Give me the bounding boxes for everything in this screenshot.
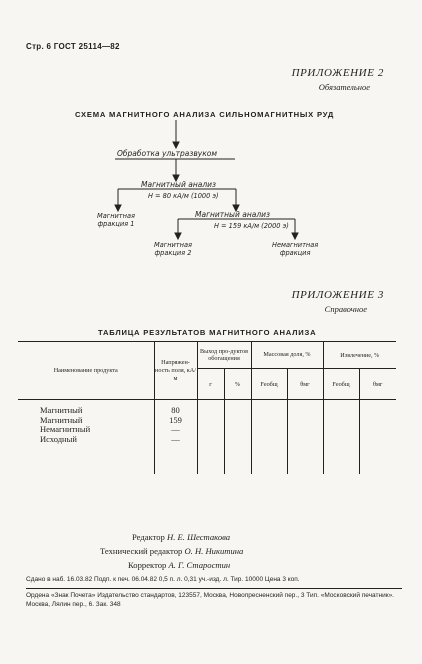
product-name: Магнитный — [40, 414, 83, 425]
empty-cell — [197, 400, 224, 475]
editors-block — [100, 530, 244, 572]
header-extract: Извлечение, % — [323, 342, 396, 369]
fraction-1-line-2: фракция 1 — [97, 220, 135, 228]
header-yield: Выход про-дуктов обогащения — [197, 342, 251, 369]
results-table — [18, 341, 396, 474]
page-header: Стр. 6 ГОСТ 25114—82 — [26, 42, 120, 51]
empty-cell — [323, 400, 359, 475]
step-magnetic-analysis-1: Магнитный анализ — [141, 180, 216, 189]
product-name: Немагнитный — [40, 424, 91, 434]
tech-editor-label: Технический редактор — [100, 546, 183, 556]
header-mass-fe: Feобщ — [251, 369, 287, 400]
field-strength-2: H = 159 кА/м (2000 э) — [214, 222, 289, 230]
empty-cell — [224, 400, 251, 475]
corrector-line — [128, 558, 243, 572]
fraction-2 — [154, 241, 192, 257]
header-mass: Массовая доля, % — [251, 342, 323, 369]
fraction-nonmagnetic — [272, 241, 318, 257]
header-extract-fe: Feобщ — [323, 369, 359, 400]
step-ultrasound: Обработка ультразвуком — [117, 149, 217, 158]
fraction-nonmagnetic-line-1: Немагнитная — [272, 241, 319, 249]
fraction-2-line-1: Магнитная — [154, 241, 192, 249]
table-body-row — [18, 400, 396, 475]
field-value: — — [171, 424, 180, 434]
field-value: — — [171, 433, 180, 444]
arrowhead-5 — [175, 233, 181, 239]
corrector-label: Корректор — [128, 560, 167, 570]
editor-name: Н. Е. Шестакова — [167, 532, 231, 542]
header-yield-pct: % — [224, 369, 251, 400]
header-mass-theta: θмг — [287, 369, 323, 400]
fraction-1 — [97, 212, 135, 228]
field-values-cell — [154, 400, 197, 475]
arrowhead-1 — [173, 142, 179, 148]
field-value: 80 — [171, 405, 180, 415]
header-extract-theta: θмг — [359, 369, 396, 400]
product-name: Исходный — [40, 433, 77, 444]
print-info: Сдано в наб. 16.03.82 Подп. к печ. 06.04.82 0,5 п. л. 0,31 уч.-изд. л. Тир. 10000 Цена 3 коп. — [26, 576, 300, 583]
header-field: Напряжен-ность поля, кА/м — [154, 342, 197, 400]
empty-cell — [359, 400, 396, 475]
editor-line — [132, 530, 243, 544]
appendix-2-title: ПРИЛОЖЕНИЕ 2 — [291, 67, 384, 79]
appendix-3-subtitle: Справочное — [324, 304, 367, 314]
empty-cell — [251, 400, 287, 475]
scheme-title: СХЕМА МАГНИТНОГО АНАЛИЗА СИЛЬНОМАГНИТНЫХ РУД — [75, 110, 335, 119]
fraction-2-line-2: фракция 2 — [154, 249, 192, 257]
publisher-info: Ордена «Знак Почета» Издательство стандартов, 123557, Москва, Новопресненский пер., 3 Тип. «Московский печатник». Москва, Лялин пер., 6. Зак. 348 — [26, 592, 394, 608]
footer-divider — [26, 588, 402, 589]
fraction-nonmagnetic-line-2: фракция — [279, 249, 311, 257]
fraction-1-line-1: Магнитная — [97, 212, 135, 220]
arrowhead-3 — [115, 205, 121, 211]
field-value: 159 — [169, 414, 182, 425]
field-strength-1: H = 80 кА/м (1000 э) — [148, 192, 219, 200]
step-magnetic-analysis-2: Магнитный анализ — [195, 210, 270, 219]
header-yield-g: г — [197, 369, 224, 400]
product-names-cell — [18, 400, 154, 475]
appendix-2-subtitle: Обязательное — [318, 82, 370, 92]
header-product: Наименование продукта — [18, 342, 154, 400]
empty-cell — [287, 400, 323, 475]
editor-label: Редактор — [132, 532, 165, 542]
product-name: Магнитный — [40, 405, 83, 415]
results-table-title: ТАБЛИЦА РЕЗУЛЬТАТОВ МАГНИТНОГО АНАЛИЗА — [98, 328, 317, 337]
arrowhead-6 — [292, 233, 298, 239]
corrector-name: А. Г. Старостин — [168, 560, 231, 570]
appendix-3-title: ПРИЛОЖЕНИЕ 3 — [291, 289, 384, 301]
tech-editor-name: О. Н. Никитина — [184, 546, 244, 556]
tech-editor-line — [100, 544, 243, 558]
